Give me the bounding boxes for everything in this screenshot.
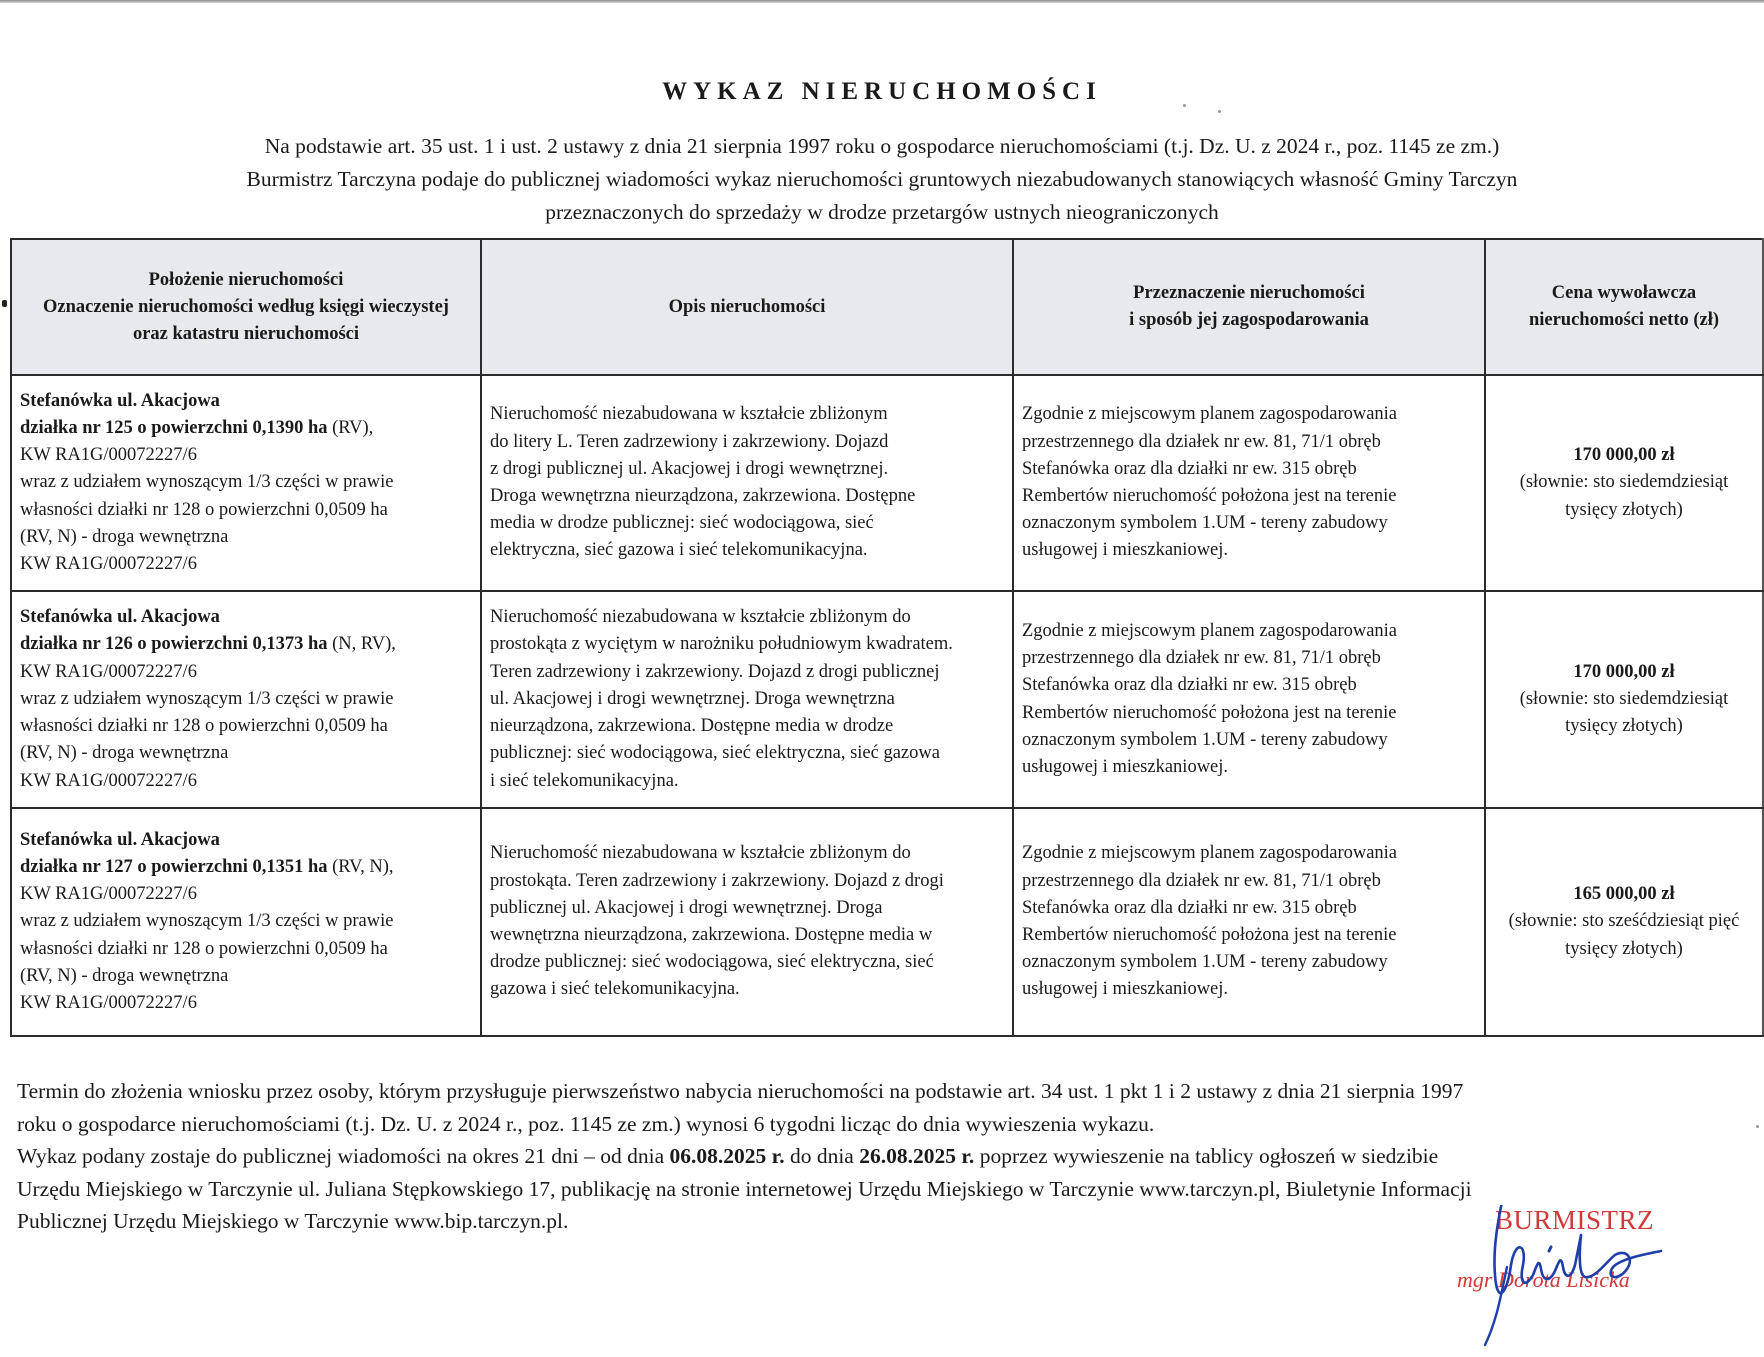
purpose-cell xyxy=(1013,808,1485,1036)
table-row xyxy=(11,591,1763,808)
parcel-number-area: działka nr 125 o powierzchni 0,1390 ha xyxy=(20,417,328,438)
share-line: KW RA1G/00072227/6 xyxy=(20,993,197,1013)
share-line: (RV, N) - droga wewnętrzna xyxy=(20,965,229,986)
description-line: gazowa i sieć telekomunikacyjna. xyxy=(490,979,740,1000)
scan-artifact xyxy=(1756,1125,1759,1128)
footer-line xyxy=(17,1140,1757,1173)
purpose-line: Stefanówka oraz dla działki nr ew. 315 obręb xyxy=(1022,675,1357,696)
footer-text: poprzez wywieszenie na tablicy ogłoszeń w siedzibie xyxy=(974,1144,1439,1168)
share-line: własności działki nr 128 o powierzchni 0,0509 ha xyxy=(20,938,388,959)
scan-artifact xyxy=(1218,110,1221,113)
stamp-name: mgr Dorota Lisicka xyxy=(1457,1267,1630,1292)
share-line: własności działki nr 128 o powierzchni 0,0509 ha xyxy=(20,716,388,737)
purpose-line: Stefanówka oraz dla działki nr ew. 315 obręb xyxy=(1022,458,1357,479)
scan-top-edge xyxy=(0,0,1764,3)
intro-line: przeznaczonych do sprzedaży w drodze przetargów ustnych nieograniczonych xyxy=(545,200,1219,224)
purpose-line: usługowej i mieszkaniowej. xyxy=(1022,756,1229,777)
footer-line: Urzędu Miejskiego w Tarczynie ul. Juliana Stępkowskiego 17, publikację na stronie internetowej Urzędu Miejskiego w Tarczynie www.tarczyn.pl, Biuletynie Informacji xyxy=(17,1176,1472,1201)
description-line: wewnętrzna nieurządzona, zakrzewiona. Dostępne media w xyxy=(490,925,933,945)
price-words: tysięcy złotych) xyxy=(1565,716,1683,737)
handwritten-signature-icon xyxy=(1445,1205,1705,1355)
street: Stefanówka ul. Akacjowa xyxy=(20,607,220,628)
date-from: 06.08.2025 r. xyxy=(669,1144,785,1168)
scan-artifact xyxy=(1183,104,1186,107)
price-cell xyxy=(1485,375,1763,591)
share-line: KW RA1G/00072227/6 xyxy=(20,554,197,574)
property-table xyxy=(10,238,1764,1037)
land-register-number: KW RA1G/00072227/6 xyxy=(20,445,197,466)
land-class: (RV), xyxy=(327,417,374,438)
header-line: Opis nieruchomości xyxy=(668,296,826,317)
parcel-number-area: działka nr 127 o powierzchni 0,1351 ha xyxy=(20,856,328,877)
description-line: i sieć telekomunikacyjna. xyxy=(490,770,679,791)
header-price xyxy=(1485,239,1763,375)
share-line: wraz z udziałem wynoszącym 1/3 części w prawie xyxy=(20,472,394,493)
land-class: (RV, N), xyxy=(327,856,394,877)
footer-line: Termin do złożenia wniosku przez osoby, którym przysługuje pierwszeństwo nabycia nieruchomości na podstawie art. 34 ust. 1 pkt 1 i 2 ustawy z dnia 21 sierpnia 1997 xyxy=(17,1079,1464,1103)
description-line: drodze publicznej: sieć wodociągowa, sieć elektryczna, sieć xyxy=(490,952,934,973)
header-line: nieruchomości netto (zł) xyxy=(1528,310,1720,330)
share-line: własności działki nr 128 o powierzchni 0,0509 ha xyxy=(20,499,388,520)
description-line: prostokąta z wyciętym w narożniku południowym kwadratem. xyxy=(490,634,953,655)
signature-stamp xyxy=(1445,1205,1705,1355)
description-line: media w drodze publicznej: sieć wodociągowa, sieć xyxy=(490,513,874,534)
scan-artifact xyxy=(2,300,7,307)
footer-line: roku o gospodarce nieruchomościami (t.j. Dz. U. z 2024 r., poz. 1145 ze zm.) wynosi 6 tygodni licząc do dnia wywieszenia wykazu. xyxy=(17,1111,1155,1136)
description-line: z drogi publicznej ul. Akacjowej i drogi wewnętrznej. xyxy=(490,458,889,479)
parcel-number-area: działka nr 126 o powierzchni 0,1373 ha xyxy=(20,634,328,655)
purpose-line: usługowej i mieszkaniowej. xyxy=(1022,540,1229,561)
price-words: tysięcy złotych) xyxy=(1565,938,1683,959)
share-line: KW RA1G/00072227/6 xyxy=(20,770,197,791)
table-row xyxy=(11,375,1763,591)
description-cell xyxy=(481,808,1013,1036)
document-title: WYKAZ NIERUCHOMOŚCI xyxy=(662,78,1102,105)
description-line: do litery L. Teren zadrzewiony i zakrzewiony. Dojazd xyxy=(490,431,889,452)
purpose-line: Rembertów nieruchomość położona jest na terenie xyxy=(1022,702,1397,723)
intro-line: Burmistrz Tarczyna podaje do publicznej wiadomości wykaz nieruchomości gruntowych niezabudowanych stanowiących własność Gminy Tarczyn xyxy=(246,167,1518,191)
street: Stefanówka ul. Akacjowa xyxy=(20,390,220,411)
parcel-line xyxy=(20,854,472,881)
purpose-line: Stefanówka oraz dla działki nr ew. 315 obręb xyxy=(1022,897,1357,918)
share-line: (RV, N) - droga wewnętrzna xyxy=(20,743,229,764)
price-amount: 170 000,00 zł xyxy=(1573,661,1675,682)
street: Stefanówka ul. Akacjowa xyxy=(20,829,220,850)
price-cell xyxy=(1485,808,1763,1036)
header-line: i sposób jej zagospodarowania xyxy=(1129,310,1369,330)
intro-paragraph xyxy=(0,130,1764,229)
description-cell xyxy=(481,591,1013,808)
intro-line: Na podstawie art. 35 ust. 1 i ust. 2 ustawy z dnia 21 sierpnia 1997 roku o gospodarce nieruchomościami (t.j. Dz. U. z 2024 r., poz. 1145 ze zm.) xyxy=(264,134,1500,158)
purpose-line: przestrzennego dla działek nr ew. 81, 71/1 obręb xyxy=(1022,870,1381,891)
table-row xyxy=(11,808,1763,1036)
purpose-cell xyxy=(1013,375,1485,591)
description-line: Nieruchomość niezabudowana w kształcie zbliżonym xyxy=(490,404,888,425)
purpose-line: Rembertów nieruchomość położona jest na terenie xyxy=(1022,925,1397,945)
footer-text: Wykaz podany zostaje do publicznej wiadomości na okres 21 dni – od dnia xyxy=(17,1144,670,1168)
location-cell xyxy=(11,808,481,1036)
price-words: (słownie: sto siedemdziesiąt xyxy=(1519,472,1729,493)
header-line: Przeznaczenie nieruchomości xyxy=(1133,283,1365,303)
description-line: Nieruchomość niezabudowana w kształcie zbliżonym do xyxy=(490,607,911,628)
land-register-number: KW RA1G/00072227/6 xyxy=(20,661,197,682)
description-line: Nieruchomość niezabudowana w kształcie zbliżonym do xyxy=(490,843,911,864)
share-line: wraz z udziałem wynoszącym 1/3 części w prawie xyxy=(20,688,394,709)
purpose-line: Rembertów nieruchomość położona jest na terenie xyxy=(1022,486,1397,506)
description-line: ul. Akacjowej i drogi wewnętrznej. Droga wewnętrzna xyxy=(490,688,895,709)
description-line: publicznej ul. Akacjowej i drogi wewnętrznej. Droga xyxy=(490,897,883,918)
price-words: (słownie: sto sześćdziesiąt pięć xyxy=(1508,911,1740,932)
stamp-title: BURMISTRZ xyxy=(1495,1205,1655,1235)
share-line: wraz z udziałem wynoszącym 1/3 części w prawie xyxy=(20,911,394,932)
header-line: Oznaczenie nieruchomości według księgi wieczystej xyxy=(43,296,449,317)
description-line: prostokąta. Teren zadrzewiony i zakrzewiony. Dojazd z drogi xyxy=(490,870,944,891)
header-line: oraz katastru nieruchomości xyxy=(132,323,360,344)
purpose-line: usługowej i mieszkaniowej. xyxy=(1022,979,1229,1000)
header-line: Położenie nieruchomości xyxy=(148,269,344,290)
description-line: Teren zadrzewiony i zakrzewiony. Dojazd z drogi publicznej xyxy=(490,661,940,682)
purpose-line: Zgodnie z miejscowym planem zagospodarowania xyxy=(1022,620,1398,641)
description-cell xyxy=(481,375,1013,591)
purpose-line: Zgodnie z miejscowym planem zagospodarowania xyxy=(1022,404,1398,425)
price-amount: 165 000,00 zł xyxy=(1573,884,1675,905)
header-location xyxy=(11,239,481,375)
purpose-line: przestrzennego dla działek nr ew. 81, 71/1 obręb xyxy=(1022,431,1381,452)
description-line: elektryczna, sieć gazowa i sieć telekomunikacyjna. xyxy=(490,540,868,561)
footer-text: do dnia xyxy=(784,1144,860,1168)
purpose-line: przestrzennego dla działek nr ew. 81, 71/1 obręb xyxy=(1022,648,1381,669)
header-purpose xyxy=(1013,239,1485,375)
price-amount: 170 000,00 zł xyxy=(1573,445,1675,466)
table-header-row xyxy=(11,239,1763,375)
price-words: tysięcy złotych) xyxy=(1565,499,1683,520)
price-cell xyxy=(1485,591,1763,808)
description-line: publicznej: sieć wodociągowa, sieć elektryczna, sieć gazowa xyxy=(490,743,940,764)
location-cell xyxy=(11,375,481,591)
parcel-line xyxy=(20,631,472,658)
land-register-number: KW RA1G/00072227/6 xyxy=(20,884,197,905)
purpose-line: Zgodnie z miejscowym planem zagospodarowania xyxy=(1022,843,1398,864)
purpose-line: oznaczonym symbolem 1.UM - tereny zabudowy xyxy=(1022,729,1388,750)
purpose-cell xyxy=(1013,591,1485,808)
date-to: 26.08.2025 r. xyxy=(859,1144,975,1168)
location-cell xyxy=(11,591,481,808)
purpose-line: oznaczonym symbolem 1.UM - tereny zabudowy xyxy=(1022,513,1388,534)
footer-line: Publicznej Urzędu Miejskiego w Tarczynie www.bip.tarczyn.pl. xyxy=(17,1209,569,1233)
price-words: (słownie: sto siedemdziesiąt xyxy=(1519,688,1729,709)
header-description xyxy=(481,239,1013,375)
share-line: (RV, N) - droga wewnętrzna xyxy=(20,526,229,547)
header-line: Cena wywoławcza xyxy=(1551,283,1697,303)
land-class: (N, RV), xyxy=(327,634,396,655)
description-line: nieurządzona, zakrzewiona. Dostępne media w drodze xyxy=(490,716,894,737)
parcel-line xyxy=(20,415,472,442)
purpose-line: oznaczonym symbolem 1.UM - tereny zabudowy xyxy=(1022,952,1388,973)
description-line: Droga wewnętrzna nieurządzona, zakrzewiona. Dostępne xyxy=(490,486,916,506)
